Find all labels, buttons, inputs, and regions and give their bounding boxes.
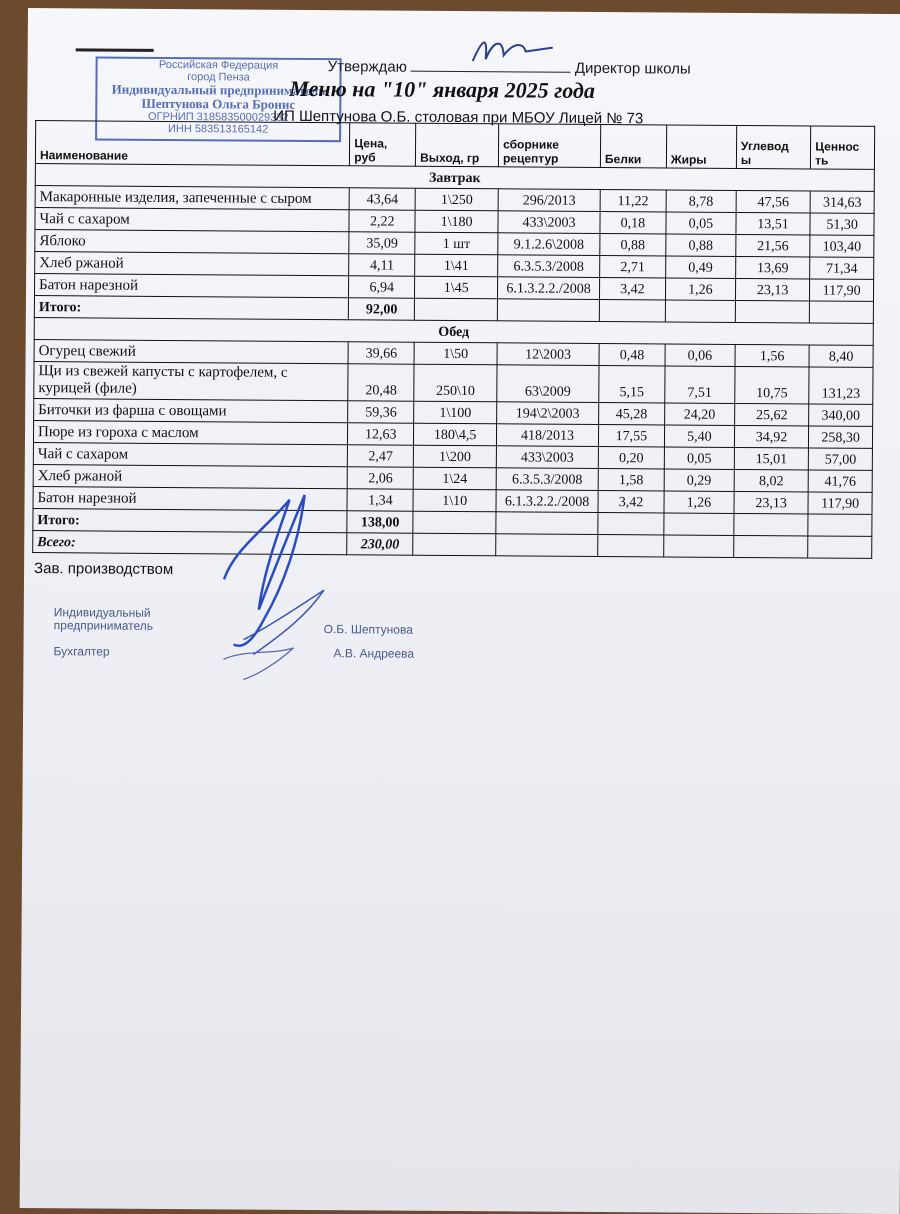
ip-label: Индивидуальный предприниматель [53, 605, 154, 633]
dish-recipe: 418/2013 [496, 424, 598, 447]
dish-carbs: 8,02 [734, 469, 808, 492]
dish-output: 1\41 [415, 254, 498, 277]
dish-price: 43,64 [349, 188, 415, 210]
dish-energy: 340,00 [809, 404, 873, 426]
dish-protein: 1,58 [598, 468, 664, 490]
dish-energy: 41,76 [808, 470, 872, 492]
dish-protein: 17,55 [598, 424, 664, 446]
table-row [34, 362, 873, 405]
dish-carbs: 34,92 [734, 425, 808, 448]
dish-carbs: 13,51 [736, 212, 810, 235]
total-label: Итого: [33, 509, 348, 533]
director-label: Директор школы [574, 59, 691, 78]
dish-fat: 1,26 [664, 491, 734, 513]
dish-energy: 131,23 [809, 367, 873, 404]
dish-name: Щи из свежей капусты с картофелем, с курицей (филе) [34, 362, 349, 401]
dish-energy: 103,40 [810, 235, 874, 257]
col-output-header: Выход, гр [416, 123, 499, 167]
col-name-header: Наименование [35, 121, 350, 166]
total-label: Итого: [34, 296, 349, 320]
menu-table-body [33, 164, 875, 559]
accountant-name: А.В. Андреева [333, 646, 415, 661]
dish-energy: 117,90 [808, 492, 872, 514]
dish-carbs: 47,56 [736, 190, 810, 213]
dish-protein: 3,42 [598, 490, 664, 512]
head-signature [203, 489, 354, 690]
dish-recipe: 9.1.2.6\2008 [498, 233, 600, 256]
director-signature [468, 33, 558, 68]
document-sheet [20, 8, 900, 1214]
dish-recipe: 433\2003 [496, 446, 598, 469]
dish-name: Макаронные изделия, запеченные с сыром [35, 186, 350, 210]
dish-name: Пюре из гороха с маслом [33, 421, 348, 445]
dish-price: 2,47 [348, 445, 414, 467]
page-subtitle: ИП Шептунова О.Б. столовая при МБОУ Лицей № 73 [273, 107, 644, 128]
dish-fat: 5,40 [664, 425, 734, 447]
dish-protein: 0,18 [600, 211, 666, 233]
dish-output: 1\45 [415, 276, 498, 299]
stamp-line: Индивидуальный предприниматель [111, 81, 326, 99]
dish-recipe: 6.1.3.2.2./2008 [498, 277, 600, 300]
dish-energy: 71,34 [810, 257, 874, 279]
corner-dash [76, 48, 154, 52]
dish-fat: 24,20 [664, 403, 734, 425]
dish-fat: 0,05 [666, 212, 736, 234]
dish-carbs: 21,56 [736, 234, 810, 257]
dish-output: 1\250 [415, 188, 498, 211]
dish-recipe: 63\2009 [497, 365, 599, 403]
dish-price: 12,63 [348, 423, 414, 445]
dish-protein: 0,20 [598, 446, 664, 468]
dish-carbs: 23,13 [734, 491, 808, 514]
approval-line [328, 58, 691, 78]
dish-fat: 0,29 [664, 469, 734, 491]
dish-price: 2,06 [348, 467, 414, 489]
dish-recipe: 296/2013 [498, 189, 600, 212]
total-value: 92,00 [349, 298, 415, 320]
dish-price: 6,94 [349, 276, 415, 298]
dish-recipe: 12\2003 [497, 343, 599, 366]
dish-output: 1\100 [414, 401, 497, 424]
dish-output: 1\50 [414, 342, 497, 365]
section-title: Завтрак [35, 164, 874, 192]
stamp-line: город Пенза [187, 71, 250, 84]
dish-name: Чай с сахаром [35, 208, 350, 232]
dish-protein: 5,15 [599, 365, 665, 402]
table-header-row [35, 121, 874, 170]
dish-output: 1 шт [415, 232, 498, 255]
menu-table [32, 120, 875, 559]
dish-fat: 0,49 [665, 256, 735, 278]
dish-protein: 0,88 [600, 233, 666, 255]
dish-price: 4,11 [349, 254, 415, 276]
dish-output: 250\10 [414, 364, 497, 402]
page-title: Меню на "10" января 2025 года [289, 75, 595, 103]
approve-label: Утверждаю [327, 58, 407, 76]
dish-name: Биточки из фарша с овощами [34, 399, 349, 423]
dish-carbs: 1,56 [735, 344, 809, 367]
dish-carbs: 25,62 [735, 403, 809, 426]
dish-output: 1\24 [413, 467, 496, 490]
ip-name: О.Б. Шептунова [323, 622, 413, 637]
section-title: Обед [34, 318, 873, 346]
dish-name: Огурец свежий [34, 340, 349, 364]
dish-name: Чай с сахаром [33, 443, 348, 467]
dish-output: 180\4,5 [414, 423, 497, 446]
dish-protein: 2,71 [600, 255, 666, 277]
dish-fat: 1,26 [665, 278, 735, 300]
grand-total-row [33, 531, 872, 559]
col-recipe-header: сборнике рецептур [498, 124, 600, 168]
dish-name: Хлеб ржаной [35, 252, 350, 276]
dish-fat: 7,51 [665, 366, 735, 403]
grand-total-label: Всего: [33, 531, 348, 555]
stamp-line: Шептунова Ольга Бронис [141, 95, 296, 112]
dish-carbs: 15,01 [734, 447, 808, 470]
dish-name: Хлеб ржаной [33, 465, 348, 489]
dish-fat: 0,06 [665, 344, 735, 366]
dish-energy: 51,30 [810, 213, 874, 235]
dish-energy: 8,40 [809, 345, 873, 367]
dish-recipe: 6.3.5.3/2008 [496, 468, 598, 491]
dish-protein: 0,48 [599, 343, 665, 365]
col-protein-header: Белки [600, 125, 666, 168]
dish-name: Яблоко [35, 230, 350, 254]
grand-total-value: 230,00 [347, 533, 413, 555]
dish-name: Батон нарезной [33, 487, 348, 511]
dish-energy: 117,90 [810, 279, 874, 301]
dish-energy: 314,63 [810, 191, 874, 213]
stamp-line: ОГРНИП 318583500029332 [147, 110, 289, 124]
dish-price: 39,66 [348, 342, 414, 364]
dish-fat: 0,05 [664, 447, 734, 469]
dish-price: 1,34 [347, 489, 413, 511]
dish-protein: 11,22 [600, 189, 666, 211]
dish-output: 1\10 [413, 489, 496, 512]
dish-fat: 0,88 [666, 234, 736, 256]
total-value: 138,00 [347, 511, 413, 533]
col-price-header: Цена, руб [350, 123, 416, 166]
accountant-label: Бухгалтер [53, 644, 110, 659]
dish-recipe: 194\2\2003 [497, 402, 599, 425]
dish-price: 20,48 [348, 364, 414, 401]
dish-price: 35,09 [349, 232, 415, 254]
dish-output: 1\200 [414, 445, 497, 468]
dish-output: 1\180 [415, 210, 498, 233]
production-head-label: Зав. производством [34, 560, 174, 579]
stamp-line: ИНН 583513165142 [167, 122, 269, 136]
col-carbs-header: Углевод ы [736, 125, 811, 169]
dish-recipe: 433\2003 [498, 211, 600, 234]
dish-carbs: 13,69 [736, 256, 810, 279]
dish-carbs: 10,75 [735, 366, 810, 404]
col-energy-header: Ценнос ть [811, 126, 875, 169]
col-fat-header: Жиры [666, 125, 736, 168]
dish-carbs: 23,13 [735, 278, 809, 301]
dish-recipe: 6.3.5.3/2008 [498, 255, 600, 278]
dish-name: Батон нарезной [34, 274, 349, 298]
dish-price: 59,36 [348, 401, 414, 423]
dish-price: 2,22 [349, 210, 415, 232]
dish-fat: 8,78 [666, 190, 736, 212]
dish-energy: 57,00 [809, 448, 873, 470]
dish-protein: 3,42 [599, 277, 665, 299]
stamp-line: Российская Федерация [158, 58, 279, 72]
dish-protein: 45,28 [599, 402, 665, 424]
dish-recipe: 6.1.3.2.2./2008 [496, 490, 598, 513]
dish-energy: 258,30 [809, 426, 873, 448]
